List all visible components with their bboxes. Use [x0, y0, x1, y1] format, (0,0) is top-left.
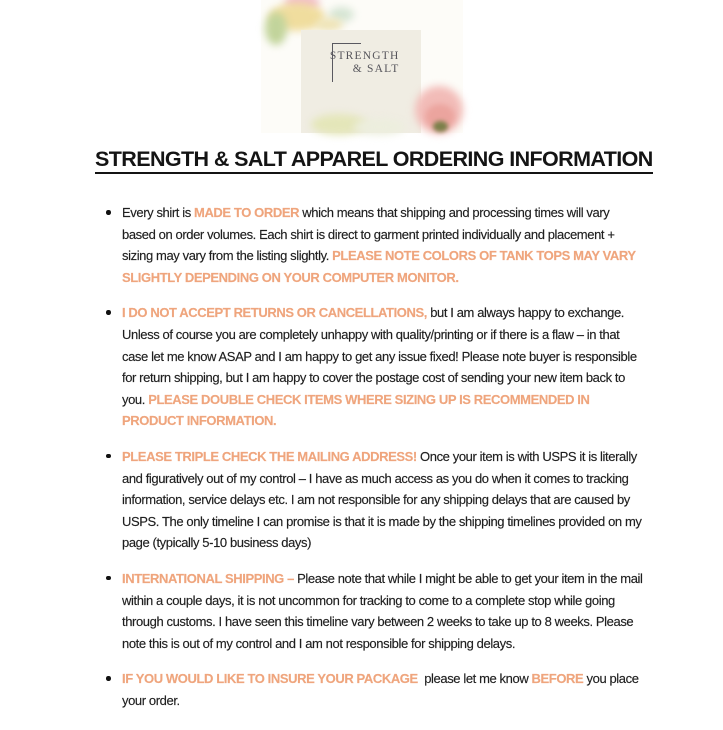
text-segment-normal: which means that shipping and processing times will vary based on order volumes. Each shirt is direct to garment printed individually and placement + sizing may vary from the listing slightly. — [122, 205, 618, 264]
text-segment-accent: PLEASE NOTE COLORS OF TANK TOPS MAY VARY SLIGHTLY DEPENDING ON YOUR COMPUTER MONITOR. — [122, 248, 639, 285]
text-segment-accent: BEFORE — [531, 671, 584, 687]
watercolor-pale-leaf-bottom-center-icon — [353, 119, 405, 135]
text-segment-normal: Every shirt is — [122, 205, 195, 220]
text-segment-accent: INTERNATIONAL SHIPPING – — [122, 570, 298, 586]
text-segment-normal: please let me know — [417, 671, 532, 687]
ordering-info-list — [122, 202, 644, 711]
page-title-text: STRENGTH & SALT APPAREL ORDERING INFORMATION — [95, 147, 653, 174]
brand-name — [331, 50, 400, 76]
list-item-returns-cancellations — [122, 302, 644, 432]
list-item-international-shipping — [122, 568, 644, 654]
text-segment-accent: I DO NOT ACCEPT RETURNS OR CANCELLATIONS, — [122, 305, 427, 321]
brand-name-line2: & SALT — [352, 63, 400, 75]
brand-logo — [261, 0, 463, 133]
text-segment-normal: but I am always happy to exchange. Unless of course you are completely unhappy with quality/printing or if there is a flaw – in that case let me know ASAP and I am happy to get any issue fixed! Please note buyer is responsible for return shipping, but I am happy to cover the postage cost of sending your new item back to you. — [122, 305, 640, 407]
text-segment-accent: PLEASE DOUBLE CHECK ITEMS WHERE SIZING UP IS RECOMMENDED IN PRODUCT INFORMATION. — [122, 391, 593, 429]
list-item-package-insurance — [122, 668, 644, 711]
text-segment-accent: MADE TO ORDER — [194, 205, 300, 220]
page-title — [95, 146, 723, 172]
list-item-mailing-address — [122, 446, 644, 554]
text-segment-accent: IF YOU WOULD LIKE TO INSURE YOUR PACKAGE — [122, 671, 418, 687]
list-item-made-to-order — [122, 202, 644, 288]
text-segment-accent: PLEASE TRIPLE CHECK THE MAILING ADDRESS! — [122, 448, 417, 464]
text-segment-normal: Please note that while I might be able to get your item in the mail within a couple days, it is not uncommon for tracking to come to a complete stop while going through customs. I have seen this timeline vary between 2 weeks to take up to 8 weeks. Please note this is out of my control and I am not responsible for shipping delays. — [122, 570, 646, 651]
brand-name-line1: STRENGTH — [329, 50, 400, 62]
text-segment-normal: Once your item is with USPS it is literally and figuratively out of my control – I have as much access as you do when it comes to tracking information, service delays etc. I am not responsible for any shipping delays that are caused by USPS. The only timeline I can promise is that it is made by the shipping timelines provided on my page (typically 5-10 business days) — [122, 448, 645, 551]
text-segment-normal: you place your order. — [122, 671, 642, 708]
watercolor-green-leaf-top-left-icon — [265, 12, 287, 45]
watercolor-green-speck-bottom-right-icon — [433, 121, 448, 132]
